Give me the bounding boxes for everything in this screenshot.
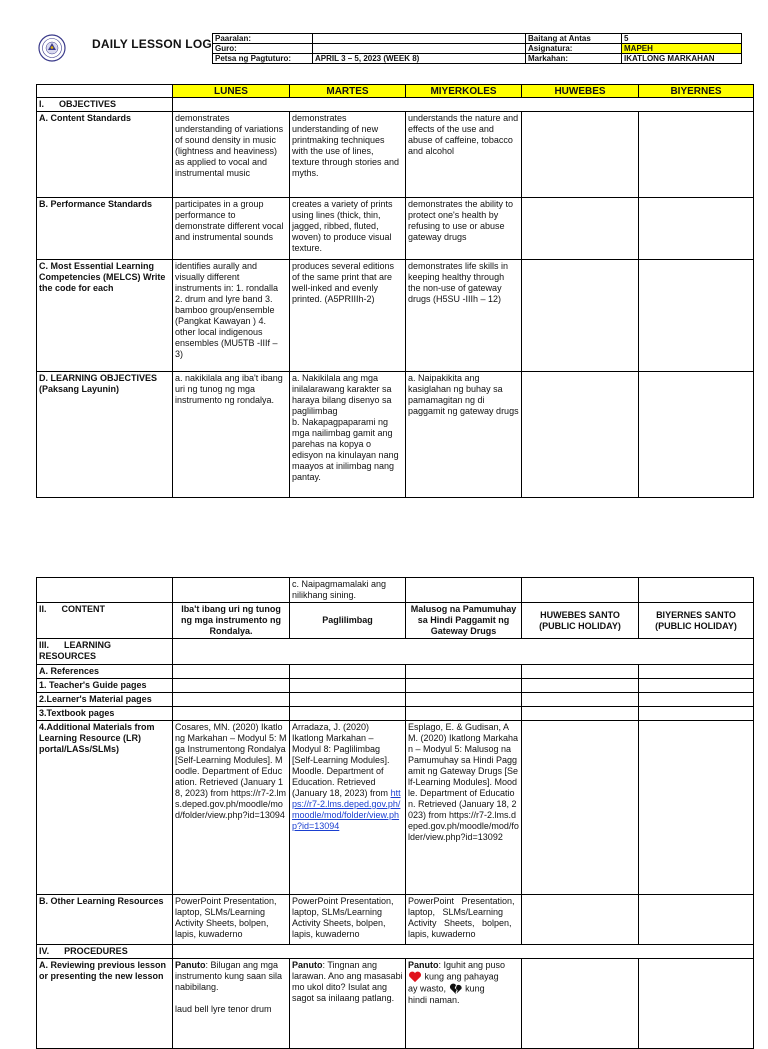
asignatura-value: MAPEH [622, 44, 742, 54]
learning-objectives-label: D. LEARNING OBJECTIVES (Paksang Layunin) [37, 372, 173, 498]
performance-standards-biyernes [639, 198, 754, 260]
performance-standards-label: B. Performance Standards [37, 198, 173, 260]
petsa-value: APRIL 3 – 5, 2023 (WEEK 8) [313, 54, 526, 64]
reviewing-lunes-text: : Bilugan ang mga instrumento kung saan sila nabibilang. [175, 960, 283, 992]
performance-standards-huwebes [522, 198, 639, 260]
section-content: II. CONTENT [37, 603, 173, 639]
additional-materials-huwebes [522, 721, 639, 895]
heart-icon [408, 971, 422, 983]
learning-objectives-biyernes [639, 372, 754, 498]
melcs-biyernes [639, 260, 754, 372]
melcs-lunes: identifies aurally and visually different instruments in: 1. rondalla 2. drum and lyre band 3. bamboo group/ensemble (Pangkat Kawayan ) 4. other local indigenous ensembles (MU5TB -IIIf – 3) [173, 260, 290, 372]
reviewing-huwebes [522, 959, 639, 1049]
performance-standards-lunes: participates in a group performance to demonstrate different vocal and instrumental sounds [173, 198, 290, 260]
reviewing-miyerkoles-e: hindi naman. [408, 995, 460, 1005]
day-martes: MARTES [290, 85, 406, 98]
slm-link[interactable]: https://r7-2.lms.deped.gov.ph/moodle/mod/folder/view.php?id=13094 [292, 788, 401, 831]
content-standards-lunes: demonstrates understanding of variations of sound density in music (lightness and heaviness) as applied to vocal and instrumental music [173, 112, 290, 198]
melcs-martes: produces several editions of the same print that are well-inked and evenly printed. (A5PRIIIh-2) [290, 260, 406, 372]
melcs-miyerkoles: demonstrates life skills in keeping healthy through the non-use of gateway drugs (H5SU -IIIh – 12) [406, 260, 522, 372]
additional-materials-martes [290, 721, 406, 895]
reviewing-lunes-more: laud bell lyre tenor drum [175, 1004, 272, 1014]
learning-objectives-martes-cont: c. Naipagmamalaki ang nilikhang sining. [290, 578, 406, 603]
content-standards-miyerkoles: understands the nature and effects of the use and abuse of caffeine, tobacco and alcohol [406, 112, 522, 198]
continued-label [37, 578, 173, 603]
continued-huwebes [522, 578, 639, 603]
section-procedures: IV. PROCEDURES [37, 945, 173, 959]
other-resources-label: B. Other Learning Resources [37, 895, 173, 945]
content-standards-biyernes [639, 112, 754, 198]
content-standards-huwebes [522, 112, 639, 198]
textbook-label: 3.Textbook pages [37, 707, 173, 721]
other-resources-lunes: PowerPoint Presentation, laptop, SLMs/Learning Activity Sheets, bolpen, lapis, kuwaderno [173, 895, 290, 945]
content-lunes: Iba't ibang uri ng tunog ng mga instrumento ng Rondalya. [173, 603, 290, 639]
day-lunes: LUNES [173, 85, 290, 98]
day-biyernes: BIYERNES [639, 85, 754, 98]
content-martes: Paglilimbag [290, 603, 406, 639]
asignatura-label: Asignatura: [526, 44, 622, 54]
continued-biyernes [639, 578, 754, 603]
lesson-table-part1 [36, 84, 754, 498]
additional-materials-miyerkoles: Esplago, E. & Gudisan, AM. (2020) Ikatlong Markahan – Modyul 5: Malusog na Pamumuhay sa Hindi Paggamit ng Gateway Drugs [Self-Learning Modules]. Moodle. Department of Education. Retrieved (January 18, 2023) from https://r7-2.lms.deped.gov.ph/moodle/mod/folder/view.php?id=13092 [406, 721, 522, 895]
content-biyernes: BIYERNES SANTO (PUBLIC HOLIDAY) [639, 603, 754, 639]
learning-objectives-huwebes [522, 372, 639, 498]
header-info-table [212, 33, 742, 64]
reviewing-miyerkoles-b: kung ang pahayag [424, 971, 499, 982]
guro-label: Guro: [213, 44, 313, 54]
section-objectives-fill [173, 98, 754, 112]
reviewing-miyerkoles-d: kung [465, 983, 485, 994]
additional-materials-martes-text: Arradaza, J. (2020) Ikatlong Markahan – Modyul 8: Paglilimbag [Self-Learning Modules]. Moodle. Department of Education. Retrieved (January 18, 2023) from [292, 722, 390, 798]
content-standards-label: A. Content Standards [37, 112, 173, 198]
markahan-value: IKATLONG MARKAHAN [622, 54, 742, 64]
guro-value [313, 44, 526, 54]
content-huwebes: HUWEBES SANTO (PUBLIC HOLIDAY) [522, 603, 639, 639]
additional-materials-biyernes [639, 721, 754, 895]
baitang-label: Baitang at Antas [526, 34, 622, 44]
section-procedures-fill [173, 945, 754, 959]
reviewing-miyerkoles [406, 959, 522, 1049]
other-resources-huwebes [522, 895, 639, 945]
other-resources-biyernes [639, 895, 754, 945]
day-header-row [37, 85, 754, 98]
learners-material-label: 2.Learner's Material pages [37, 693, 173, 707]
section-learning-resources: III. LEARNING RESOURCES [37, 639, 173, 665]
learning-objectives-martes: a. Nakikilala ang mga inilalarawang karakter sa haraya bilang disenyo sa paglilimbag b. Nakapagpaparami ng mga nailimbag gamit ang parehas na kopya o edisyon na kinulayan nang maayos at inilimbag nang pantay. [290, 372, 406, 498]
continued-lunes [173, 578, 290, 603]
reviewing-miyerkoles-c: ay wasto, [408, 983, 447, 994]
page-title: DAILY LESSON LOG [92, 37, 212, 51]
references-label: A. References [37, 665, 173, 679]
petsa-label: Petsa ng Pagtuturo: [213, 54, 313, 64]
continued-miyerkoles [406, 578, 522, 603]
teachers-guide-label: 1. Teacher's Guide pages [37, 679, 173, 693]
melcs-huwebes [522, 260, 639, 372]
other-resources-miyerkoles: PowerPoint Presentation, laptop, SLMs/Learning Activity Sheets, bolpen, lapis, kuwaderno [406, 895, 522, 945]
reviewing-miyerkoles-a: : Iguhit ang puso [438, 960, 506, 970]
panuto-label: Panuto [292, 960, 323, 970]
additional-materials-label: 4.Additional Materials from Learning Resource (LR) portal/LASs/SLMs) [37, 721, 173, 895]
content-miyerkoles: Malusog na Pamumuhay sa Hindi Paggamit ng Gateway Drugs [406, 603, 522, 639]
other-resources-martes: PowerPoint Presentation, laptop, SLMs/Learning Activity Sheets, bolpen, lapis, kuwaderno [290, 895, 406, 945]
reviewing-martes-text: : Tingnan ang larawan. Ano ang masasabi mo ukol dito? Isulat ang sagot sa inilaang patlang. [292, 960, 403, 1003]
day-miyerkoles: MIYERKOLES [406, 85, 522, 98]
broken-heart-icon [449, 983, 463, 995]
paaralan-label: Paaralan: [213, 34, 313, 44]
reviewing-label: A. Reviewing previous lesson or presenting the new lesson [37, 959, 173, 1049]
reviewing-lunes [173, 959, 290, 1049]
day-huwebes: HUWEBES [522, 85, 639, 98]
learning-objectives-miyerkoles: a. Naipakikita ang kasiglahan ng buhay sa pamamagitan ng di paggamit ng gateway drugs [406, 372, 522, 498]
paaralan-value [313, 34, 526, 44]
reviewing-biyernes [639, 959, 754, 1049]
additional-materials-lunes: Cosares, MN. (2020) Ikatlong Markahan – Modyul 5: Mga Instrumentong Rondalya [Self-Learning Modules]. Moodle. Department of Education. Retrieved (January 18, 2023) from https://r7-2.lms.deped.gov.ph/moodle/mod/folder/view.php?id=13094 [173, 721, 290, 895]
reviewing-martes [290, 959, 406, 1049]
panuto-label: Panuto [408, 960, 439, 970]
deped-seal-icon [38, 34, 66, 62]
content-standards-martes: demonstrates understanding of new printmaking techniques with the use of lines, texture through stories and myths. [290, 112, 406, 198]
baitang-value: 5 [622, 34, 742, 44]
markahan-label: Markahan: [526, 54, 622, 64]
melcs-label: C. Most Essential Learning Competencies (MELCS) Write the code for each [37, 260, 173, 372]
lesson-table-part2 [36, 577, 754, 1049]
section-objectives: I. OBJECTIVES [37, 98, 173, 112]
performance-standards-martes: creates a variety of prints using lines (thick, thin, jagged, ribbed, fluted, woven) to produce visual texture. [290, 198, 406, 260]
performance-standards-miyerkoles: demonstrates the ability to protect one's health by refusing to use or abuse gateway drugs [406, 198, 522, 260]
panuto-label: Panuto [175, 960, 206, 970]
section-learning-resources-fill [173, 639, 754, 665]
blank-cell [37, 85, 173, 98]
learning-objectives-lunes: a. nakikilala ang iba't ibang uri ng tunog ng mga instrumento ng rondalya. [173, 372, 290, 498]
